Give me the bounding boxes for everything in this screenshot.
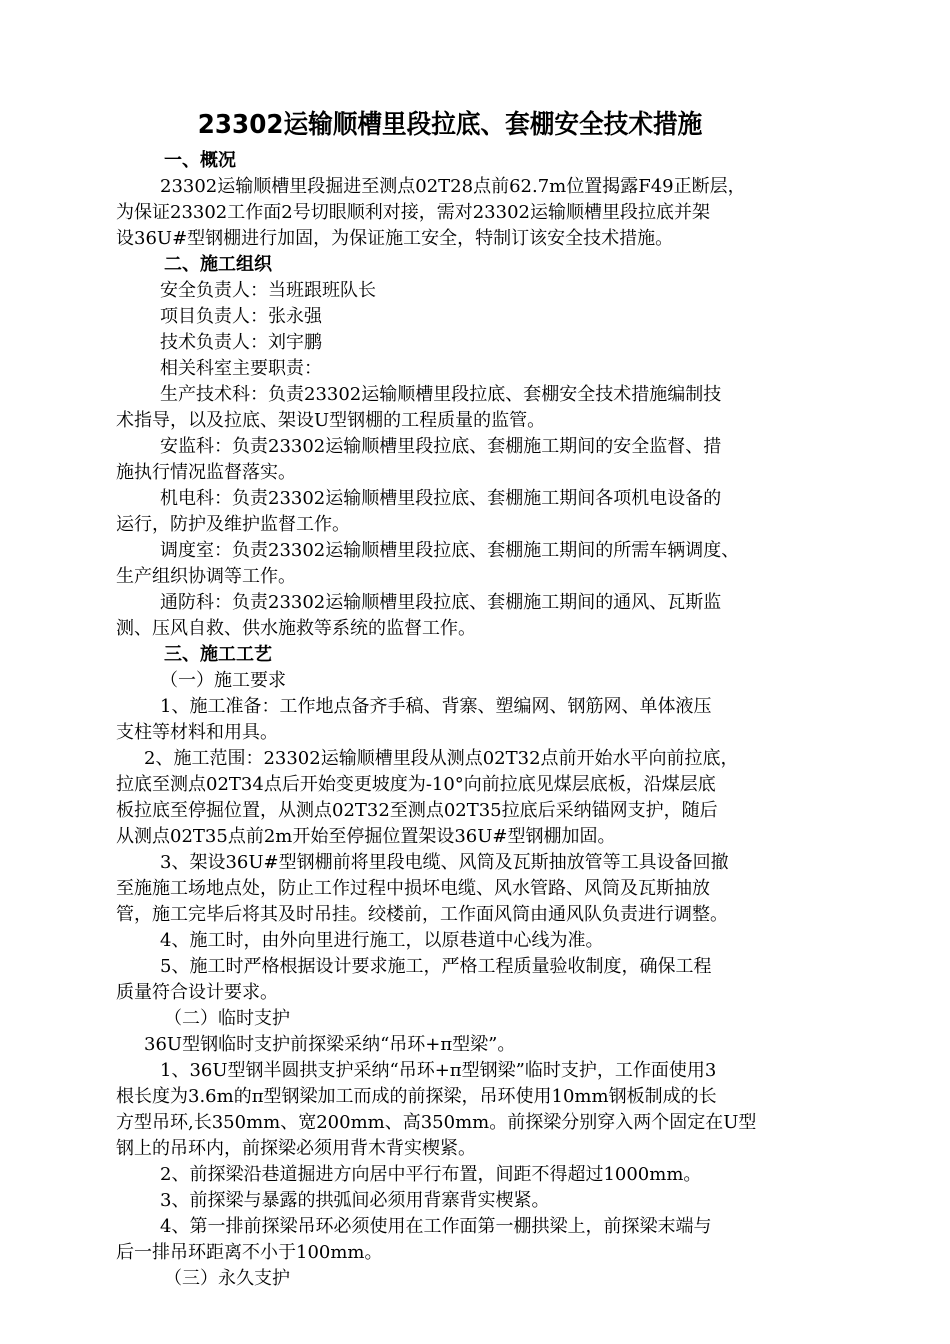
paragraph-line: 相关科室主要职责： xyxy=(160,358,322,379)
paragraph-line: 从测点02T35点前2m开始至停掘位置架设36U#型钢棚加固。 xyxy=(116,826,616,847)
paragraph-line: 机电科：负责23302运输顺槽里段拉底、套棚施工期间各项机电设备的 xyxy=(160,488,722,509)
paragraph-line: 23302运输顺槽里段掘进至测点02T28点前62.7m位置揭露F49正断层， xyxy=(160,176,746,197)
paragraph-line: 测、压风自救、供水施救等系统的监督工作。 xyxy=(116,618,476,639)
paragraph-line: 生产技术科：负责23302运输顺槽里段拉底、套棚安全技术措施编制技 xyxy=(160,384,722,405)
paragraph-line: 5、施工时严格根据设计要求施工，严格工程质量验收制度，确保工程 xyxy=(160,956,712,977)
paragraph-line: 调度室：负责23302运输顺槽里段拉底、套棚施工期间的所需车辆调度、 xyxy=(160,540,740,561)
paragraph-line: 安全负责人：当班跟班队长 xyxy=(160,280,376,301)
paragraph-line: 板拉底至停掘位置，从测点02T32至测点02T35拉底后采纳锚网支护，随后 xyxy=(116,800,718,821)
paragraph-line: 拉底至测点02T34点后开始变更坡度为-10°向前拉底见煤层底板，沿煤层底 xyxy=(116,774,716,795)
paragraph-line: 质量符合设计要求。 xyxy=(116,982,278,1003)
subsection-heading: （三）永久支护 xyxy=(164,1268,290,1289)
paragraph-line: 1、施工准备：工作地点备齐手稿、背寨、塑编网、钢筋网、单体液压 xyxy=(160,696,712,717)
paragraph-line: 1、36U型钢半圆拱支护采纳“吊环+π型钢梁”临时支护，工作面使用3 xyxy=(160,1060,717,1081)
paragraph-line: 术指导，以及拉底、架设U型钢棚的工程质量的监管。 xyxy=(116,410,546,431)
section-heading-organization: 二、施工组织 xyxy=(164,254,272,275)
paragraph-line: 运行，防护及维护监督工作。 xyxy=(116,514,350,535)
paragraph-line: 2、前探梁沿巷道掘进方向居中平行布置，间距不得超过1000mm。 xyxy=(160,1164,702,1185)
paragraph-line: 3、前探梁与暴露的拱弧间必须用背寨背实楔紧。 xyxy=(160,1190,550,1211)
paragraph-line: 通防科：负责23302运输顺槽里段拉底、套棚施工期间的通风、瓦斯监 xyxy=(160,592,722,613)
paragraph-line: 4、第一排前探梁吊环必须使用在工作面第一棚拱梁上，前探梁末端与 xyxy=(160,1216,712,1237)
paragraph-line: 生产组织协调等工作。 xyxy=(116,566,296,587)
paragraph-line: 技术负责人：刘宇鹏 xyxy=(160,332,322,353)
paragraph-line: 4、施工时，由外向里进行施工，以原巷道中心线为准。 xyxy=(160,930,604,951)
paragraph-line: 方型吊环,长350mm、宽200mm、高350mm。前探梁分别穿入两个固定在U型 xyxy=(116,1112,757,1133)
paragraph-line: 36U型钢临时支护前探梁采纳“吊环+π型梁”。 xyxy=(144,1034,516,1055)
paragraph-line: 后一排吊环距离不小于100mm。 xyxy=(116,1242,383,1263)
paragraph-line: 3、架设36U#型钢棚前将里段电缆、风筒及瓦斯抽放管等工具设备回撤 xyxy=(160,852,729,873)
section-heading-process: 三、施工工艺 xyxy=(164,644,272,665)
section-heading-overview: 一、概况 xyxy=(164,150,236,171)
paragraph-line: 施执行情况监督落实。 xyxy=(116,462,296,483)
paragraph-line: 钢上的吊环内，前探梁必须用背木背实楔紧。 xyxy=(116,1138,476,1159)
document-title: 23302运输顺槽里段拉底、套棚安全技术措施 xyxy=(197,110,703,140)
paragraph-line: 2、施工范围：23302运输顺槽里段从测点02T32点前开始水平向前拉底， xyxy=(144,748,739,769)
paragraph-line: 至施施工场地点处，防止工作过程中损坏电缆、风水管路、风筒及瓦斯抽放 xyxy=(116,878,710,899)
paragraph-line: 为保证23302工作面2号切眼顺利对接，需对23302运输顺槽里段拉底并架 xyxy=(116,202,710,223)
paragraph-line: 支柱等材料和用具。 xyxy=(116,722,278,743)
paragraph-line: 设36U#型钢棚进行加固，为保证施工安全，特制订该安全技术措施。 xyxy=(116,228,674,249)
paragraph-line: 管，施工完毕后将其及时吊挂。绞楼前，工作面风筒由通风队负责进行调整。 xyxy=(116,904,728,925)
paragraph-line: 根长度为3.6m的π型钢梁加工而成的前探梁，吊环使用10mm钢板制成的长 xyxy=(116,1086,717,1107)
paragraph-line: 安监科：负责23302运输顺槽里段拉底、套棚施工期间的安全监督、措 xyxy=(160,436,722,457)
subsection-heading: （一）施工要求 xyxy=(160,670,286,691)
paragraph-line: 项目负责人：张永强 xyxy=(160,306,322,327)
subsection-heading: （二）临时支护 xyxy=(164,1008,290,1029)
